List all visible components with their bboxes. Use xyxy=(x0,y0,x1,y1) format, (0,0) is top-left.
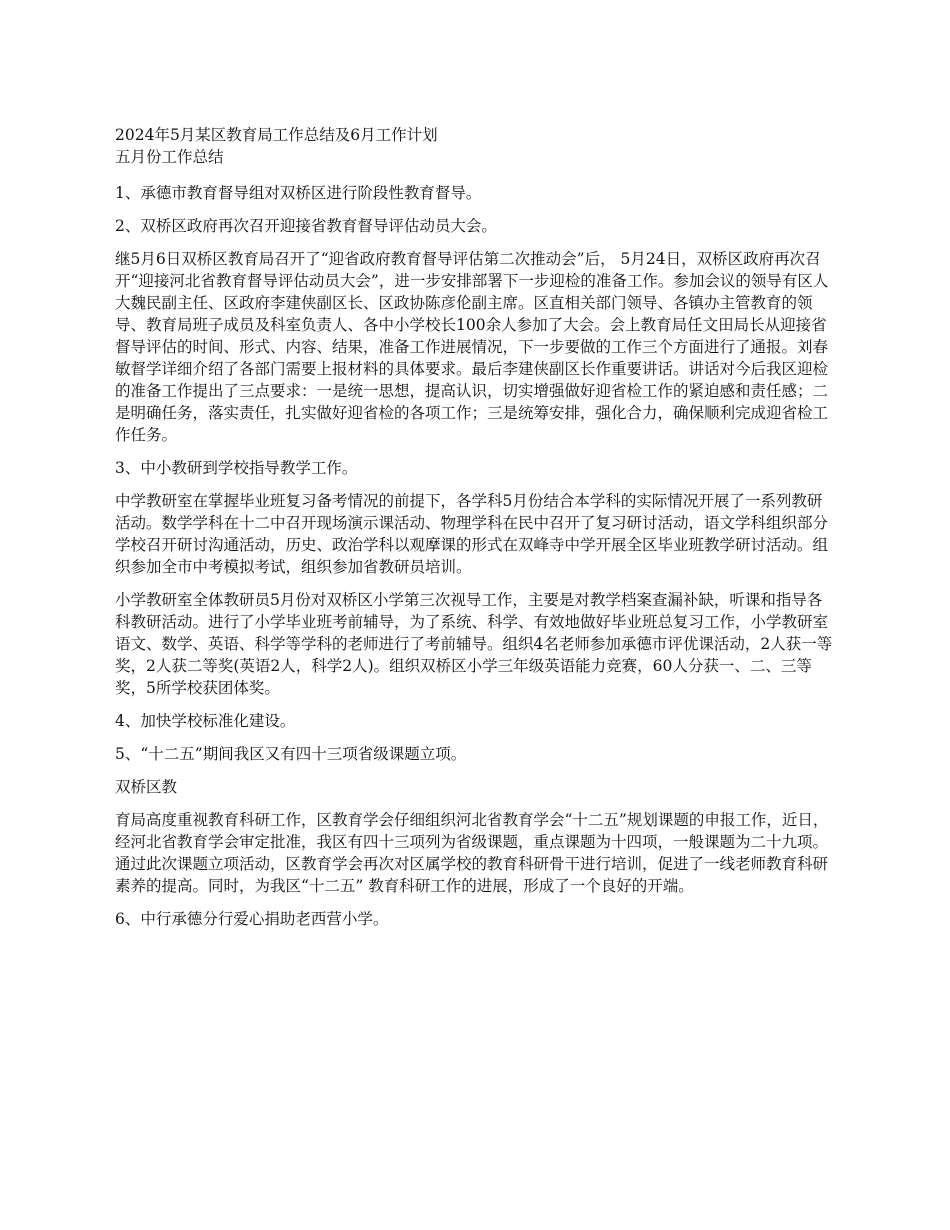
section-heading-5: 5、“十二五”期间我区又有四十三项省级课题立项。 xyxy=(115,745,467,763)
title-block xyxy=(115,124,837,168)
body-paragraph: 双桥区教 xyxy=(115,778,178,796)
body-paragraph: 育局高度重视教育科研工作，区教育学会仔细组织河北省教育学会“十二五”规划课题的申报工作，近日，经河北省教育学会审定批准，我区有四十三项列为省级课题，重点课题为十四项，一般课题为二十九项。通过此次课题立项活动，区教育学会再次对区属学校的教育科研骨干进行培训，促进了一线老师教育科研素养的提高。同时，为我区“十二五” 教育科研工作的进展，形成了一个良好的开端。 xyxy=(115,811,829,895)
document-subtitle: 五月份工作总结 xyxy=(115,148,224,166)
section-heading-2: 2、双桥区政府再次召开迎接省教育督导评估动员大会。 xyxy=(115,217,497,235)
section-heading-1: 1、承德市教育督导组对双桥区进行阶段性教育督导。 xyxy=(115,184,482,202)
body-paragraph: 小学教研室全体教研员5月份对双桥区小学第三次视导工作，主要是对教学档案查漏补缺，听课和指导各科教研活动。进行了小学毕业班考前辅导，为了系统、科学、有效地做好毕业班总复习工作，小学教研室语文、数学、英语、科学等学科的老师进行了考前辅导。组织4名老师参加承德市评优课活动，2人获一等奖，2人获二等奖(英语2人，科学2人)。组织双桥区小学三年级英语能力竞赛，60人分获一、二、三等奖，5所学校获团体奖。 xyxy=(115,591,833,697)
section-heading-6: 6、中行承德分行爱心捐助老西营小学。 xyxy=(115,910,389,928)
body-paragraph: 中学教研室在掌握毕业班复习备考情况的前提下，各学科5月份结合本学科的实际情况开展了一系列教研活动。数学学科在十二中召开现场演示课活动、物理学科在民中召开了复习研讨活动，语文学科组织部分学校召开研讨沟通活动，历史、政治学科以观摩课的形式在双峰寺中学开展全区毕业班教学研讨活动。组织参加全市中考模拟考试，组织参加省教研员培训。 xyxy=(115,492,829,576)
body-paragraph: 继5月6日双桥区教育局召开了“迎省政府教育督导评估第二次推动会”后， 5月24日，双桥区政府再次召开“迎接河北省教育督导评估动员大会”，进一步安排部署下一步迎检的准备工作。参加会议的领导有区人大魏民副主任、区政府李建侠副区长、区政协陈彦伦副主席。区直相关部门领导、各镇办主管教育的领导、教育局班子成员及科室负责人、各中小学校长100余人参加了大会。会上教育局任文田局长从迎接省督导评估的时间、形式、内容、结果，准备工作进展情况，下一步要做的工作三个方面进行了通报。刘春敏督学详细介绍了各部门需要上报材料的具体要求。最后李建侠副区长作重要讲话。讲话对今后我区迎检的准备工作提出了三点要求：一是统一思想，提高认识，切实增强做好迎省检工作的紧迫感和责任感；二是明确任务，落实责任，扎实做好迎省检的各项工作；三是统筹安排，强化合力，确保顺利完成迎省检工作任务。 xyxy=(115,250,829,444)
document-title: 2024年5月某区教育局工作总结及6月工作计划 xyxy=(115,126,438,144)
section-heading-4: 4、加快学校标准化建设。 xyxy=(115,712,296,730)
document-page xyxy=(115,124,837,941)
section-heading-3: 3、中小教研到学校指导教学工作。 xyxy=(115,459,358,477)
